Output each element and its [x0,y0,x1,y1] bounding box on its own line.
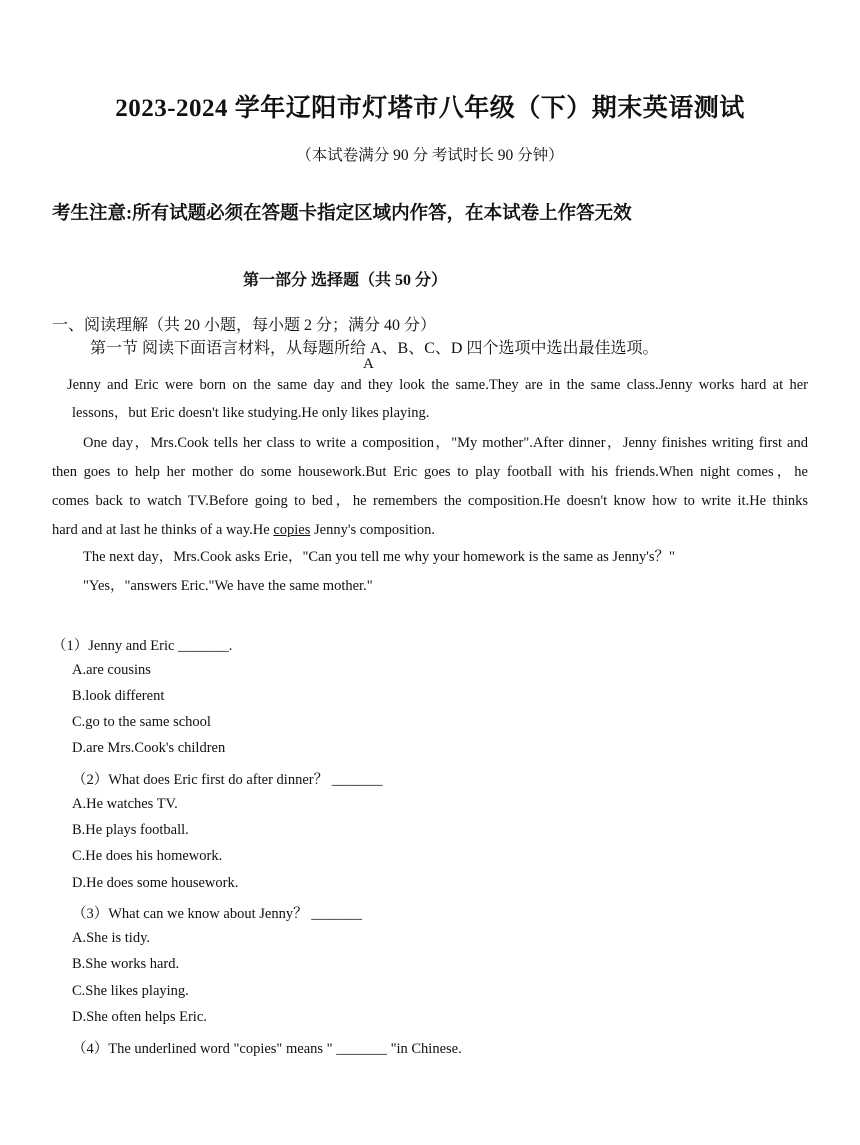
question-3-option-d[interactable]: D.She often helps Eric. [72,1009,207,1025]
passage-line: lessons，but Eric doesn't like studying.He only likes playing. [72,405,430,421]
passage-text: hard and at last he thinks of a way.He [52,522,274,538]
question-3-option-c[interactable]: C.She likes playing. [72,983,189,999]
passage-label: A [363,356,374,372]
underlined-word: copies [273,522,311,538]
passage-line: One day，Mrs.Cook tells her class to write a composition，"My mother".After dinner，Jenny finishes writing first and [83,435,808,451]
passage-line: The next day，Mrs.Cook asks Erie，"Can you tell me why your homework is the same as Jenny's？" [83,549,675,565]
question-1-stem: （1）Jenny and Eric _______. [52,638,233,654]
exam-notice: 考生注意:所有试题必须在答题卡指定区域内作答，在本试卷上作答无效 [52,204,632,224]
question-3-option-a[interactable]: A.She is tidy. [72,930,151,946]
part-title: 一、阅读理解（共 20 小题，每小题 2 分；满分 40 分） [52,317,437,334]
passage-paragraph-1 [67,371,808,400]
question-1-option-c[interactable]: C.go to the same school [72,714,211,730]
passage-paragraph-2 [83,429,808,458]
exam-subtitle: （本试卷满分 90 分 考试时长 90 分钟） [296,147,564,164]
part-instruction: 第一节 阅读下面语言材料，从每题所给 A、B、C、D 四个选项中选出最佳选项。 [90,340,659,357]
passage-line: Jenny and Eric were born on the same day and they look the same.They are in the same class.Jenny works hard at her [67,377,808,393]
exam-title: 2023-2024 学年辽阳市灯塔市八年级（下）期末英语测试 [115,95,745,122]
question-2-option-c[interactable]: C.He does his homework. [72,848,223,864]
question-2-option-a[interactable]: A.He watches TV. [72,796,178,812]
passage-paragraph-1-cont [72,399,429,428]
passage-paragraph-4 [83,572,373,601]
question-1-option-d[interactable]: D.are Mrs.Cook's children [72,740,226,756]
passage-text: Jenny's composition. [310,522,436,538]
passage-line [52,516,808,545]
question-3-option-b[interactable]: B.She works hard. [72,956,180,972]
question-1-option-b[interactable]: B.look different [72,688,165,704]
question-1-option-a[interactable]: A.are cousins [72,662,151,678]
section-title: 第一部分 选择题（共 50 分） [243,272,448,289]
passage-line: "Yes，"answers Eric."We have the same mother." [83,578,373,594]
question-4-stem: （4）The underlined word "copies" means " _______ "in Chinese. [72,1041,462,1057]
passage-paragraph-3 [83,543,675,572]
passage-paragraph-2-cont [52,458,808,545]
question-3-stem: （3）What can we know about Jenny？ _______ [72,906,362,922]
passage-line: comes back to watch TV.Before going to bed，he remembers the composition.He doesn't know how to write it.He thinks [52,493,808,509]
question-2-stem: （2）What does Eric first do after dinner？ _______ [72,772,383,788]
question-2-option-b[interactable]: B.He plays football. [72,822,189,838]
passage-line: then goes to help her mother do some housework.But Eric goes to play football with his friends.When night comes，he [52,464,808,480]
question-2-option-d[interactable]: D.He does some housework. [72,875,239,891]
